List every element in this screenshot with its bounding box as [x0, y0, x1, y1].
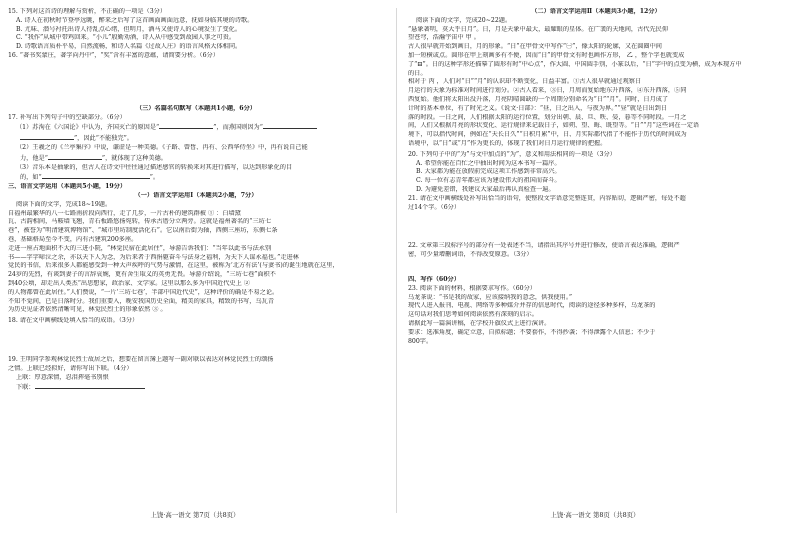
q17-line-4: [8, 153, 384, 164]
q17-line-6: [8, 172, 384, 183]
couplet-upper: 上联：厚意深情，忍泪挥毫书别恨: [16, 373, 109, 381]
q17-blank-4[interactable]: [48, 153, 102, 160]
q17-stem: 17. 补写出下列句子中的空缺部分。（6分）: [8, 113, 126, 121]
reading-instruction-1: 阅读下面的文字，完成18~19题。: [16, 200, 112, 208]
q15-stem: 15. 下列对这首诗的理解与赏析，不正确的一项是（3分）: [8, 8, 167, 15]
q17-text: ”。: [149, 174, 160, 182]
q15-option-b: B. 尤味、潜号衬托出诗人待乱点心绪，但明月，酒马又使诗人的心境发生了变化。: [16, 25, 242, 33]
q17-blank-2[interactable]: [263, 122, 317, 129]
q17-blank-3[interactable]: [20, 133, 74, 140]
passage-1-line-2: 瓦、古韵相间，马鞍墙飞翘，青石板路悠扬宛转，传承古厝分立两旁。这就是福州著名的“三坊七: [8, 218, 272, 226]
passage-r3-line-6: 间，人们又根据月亮的形状变化、运行规律来记载日子，如朔、望、晦、既望等。“日”“月”这些词在一定语: [408, 122, 700, 130]
passage-r3-line-4: 计时的基本单位，有了时光之义。《说文·日部》：“昼，日之出入，与夜为界。”“昼”就是日出到日: [408, 104, 668, 112]
page-footer-left: 上饶·高一语文 第7页（共8页）: [150, 511, 240, 519]
passage-2-line-5: 到40公顷，却走出人类杰“出思想家，政治家、文学家。这里以那么多为中国近代史上 ②: [8, 279, 250, 287]
passage-r2-line-3: 了“⊟”。日的这种字形还描摹了圆形有时“中心点”，作大圆、中国圆手别，小篆以后，“日”字中的点变为横，成为本现方中: [408, 60, 742, 68]
material-line-2: 现代人进入报刊、电视、网络等多种媒介并存的信息时代，阅读的途径多种多样，乌龙茶的: [408, 302, 656, 310]
q23-stem: 23. 阅读下面的材料，根据要求写作。（60分）: [408, 284, 536, 292]
material-line-1: 乌龙茶说：“书是我的故家，应该接纳我的意念，供我使用。”: [408, 293, 573, 301]
passage-r3-line-7: 境下，可以指代时间，例如在“天长日久”“日积月累”中，日、月实际都代指了不能作于历代的时间成为: [408, 131, 687, 139]
passage-r3-line-8: 语境中，以“日”或“月”作为更长的，体现了我们对日月运行规律的把握。: [408, 139, 607, 147]
q20-option-d: D. 为避免差错，我建议大家最后再认真检查一遍。: [416, 185, 555, 193]
page-footer-right: 上饶·高一语文 第8页（共8页）: [550, 511, 640, 519]
passage-2-line-3: 觉民的书信，后来很多人都能感受到一种大声疾呼的气势与激情，在这里，被称为‘北方有法’(与妻书)的诞生地就在这里，: [8, 262, 339, 270]
q15-option-a: A. 诗人在初秋时节登亭远眺，醉来之后写了这首画面画面远意，抚如身临其境的诗歌。: [16, 16, 254, 24]
subsection-heading-2: （二）语言文字运用Ⅱ（本题共3小题，12分）: [531, 8, 661, 15]
couplet-lower-blank[interactable]: [35, 382, 145, 389]
passage-r2-line-2: 加一短横或点。圆形在甲上刻画多有不便，因而“日”的甲骨文有时也画作方形， 乙 ，整个字也就变成: [408, 51, 685, 59]
passage-r3-line-2: 月运行的天象为标准对时间进行划分。②古人看来，③日，月周而复始地东升西落，④东升西落，⑤同: [408, 87, 687, 95]
q22-stem-line-2: 密，可少量增删词语，不得改变原意。（3分）: [408, 251, 533, 259]
couplet-lower: [8, 382, 384, 393]
q17-line-2: [8, 133, 384, 144]
q21-stem-line-1: 21. 请在文中画横线处补写出恰当的语句，使整段文字语意完整连贯，内容贴切，逻辑严密，每处不超: [408, 194, 686, 202]
subsection-heading-1: （一）语言文字运用Ⅰ（本题共2小题，7分）: [134, 191, 258, 199]
q20-stem: 20. 下列句子中的“为”与文中加点的“为”，意义和用法相同的一项是（3分）: [408, 150, 616, 158]
couplet-lower-label: 下联：: [16, 384, 35, 392]
page-divider: [396, 8, 397, 513]
passage-1-line-3: 巷”，被誉为“明清建筑博物馆”、“城市里坊制度活化石”。它以南后街为轴，西侧三座坊，东侧七条: [8, 227, 278, 235]
q17-line-5: （3）音乐本是抽象的，但古人在诗文中往往通过描述感官的转换来对其进行描写，以达到形象化的目: [16, 163, 293, 171]
task-line-3: 800字。: [408, 337, 433, 345]
passage-r3-line-5: 落的时段。一日之间，人们根据太阳的运行位置，划分出朝、晨、旦、昳、晏，暮等不同时段。一月之: [408, 113, 687, 121]
passage-2-line-4: 24岁的先烈，有谈到妻子的言辞哀婉，更有舍生取义的英勇无畏。导游介绍说，“三坊七巷”面积不: [8, 271, 276, 279]
reading-instruction-2: 阅读下面的文字，完成20~22题。: [416, 16, 512, 24]
q17-line-1: [8, 122, 384, 133]
right-page: [400, 0, 790, 533]
passage-r2-line-1: 古人很早就开始到画日，月的形象。“日”在甲骨文中写作“㊀”，像太阳的轮廓，又在圆圈中间: [408, 43, 662, 51]
section-heading-dictation: （三）名篇名句默写（本题共1小题，6分）: [136, 104, 256, 112]
q19-stem-line-2: 之情。上联已经拟好，请你写出下联。（4分）: [8, 364, 133, 372]
passage-3-line-2: 为历史见证者依然清晰可见，林觉民烈士的形象依然 ③ 。: [8, 306, 167, 314]
q17-text: ”，就体现了这种美德。: [101, 154, 167, 162]
passage-2-line-6: 的人物都曾在此居住。”人们赞说，“一片‘三坊七巷’，半部中国近代史”，这种评价的确是不易之论。: [8, 288, 279, 296]
q17-text: 的，如“: [20, 174, 42, 182]
q22-stem-line-1: 22. 文章第三段标序号的部分有一处表述不当，请指出其序号并进行修改，使语言表达准确，逻辑严: [408, 242, 680, 250]
q18-answer-space[interactable]: [8, 326, 384, 356]
q17-blank-5[interactable]: [42, 172, 96, 179]
passage-1-line-1: 自福州最繁华的八一七路南折段向西行，走了几步，一片古朴的建筑群被 ① ：白墙黛: [8, 209, 241, 217]
section-heading-language: 三、语言文字运用（本题共5小题，19分）: [8, 183, 127, 191]
q17-blank-6[interactable]: [96, 172, 150, 179]
passage-2-line-2: 书——字字啼泣之余，亦以天下人为念，为后来者于西捐躯奋斗与法身之福利，为天下人谋永福也。”走进林: [8, 253, 299, 261]
passage-r2-line-4: 的日。: [408, 69, 427, 77]
q20-option-b: B. 大家都为能在放假前完成这项工作感到非常高兴。: [416, 168, 561, 176]
q17-text: ”，而燕国则因为“: [213, 124, 263, 132]
q22-answer-space[interactable]: [408, 260, 784, 276]
passage-r1-line-2: 望苍穹，浩瀚宇宙中 甲 。: [408, 34, 480, 42]
q17-blank-1[interactable]: [159, 122, 213, 129]
passage-r3-line-1: 相对于 丙 ，人们对“日”“月”的认识却不断变化，日益丰富。①古人很早就通过观察日: [408, 78, 642, 86]
q16-stem: 16. “著书奖蒙庄，著字向丹中”，“奖”含有丰富的意蕴，请简要分析。（6分）: [8, 51, 219, 59]
q15-option-c: C. “我作”从城中带鸡回来。“小儿”殷勤劝酒，诗人从中感受到故园人事之可贵。: [16, 34, 236, 42]
passage-2-line-1: 走进一座占地面积不大的三进小院，“林觉民宿在此居住”，导游告诉我们：“当年以此书与法永别: [8, 244, 272, 252]
q17-line-3: （2）王羲之的《兰亭集序》中说，谦虚是一种美德。《子路、曾皙、冉有、公西华侍坐》中，冉有说自己能: [16, 143, 308, 151]
q15-option-d: D. 诗歌语言质朴平易，自然流畅，和诗人名篇《过故人庄》的语言风格大体相同。: [16, 43, 242, 51]
q19-stem-line-1: 19. 王明同学参观林觉民烈士故居之后，想要在留言簿上题写一副对联以表达对林觉民烈士的颂扬: [8, 355, 274, 363]
q20-option-a: A. 希望你能在百忙之中抽出时间为这本书写一篇序。: [416, 159, 561, 167]
q21-answer-space[interactable]: [408, 212, 784, 242]
passage-3-line-1: 不知不觉间，已是日落时分。我们重要入，晚安我国历史全面，精美的家具，精致的书写，乌瓦青: [8, 297, 275, 305]
passage-1-line-4: 巷，基础格局至今不变，内有古建筑200多座。: [8, 235, 138, 243]
q21-stem-line-2: 过14个字。（6分）: [408, 203, 461, 211]
passage-r3-line-3: 西复始。他们将太阳出没升落，月亮阴晴圆缺的一个周期分别命名为“日”“月”。同时，日月成了: [408, 95, 669, 103]
passage-r1-line-1: “悬象著明，莫大乎日月”。日，月是天象中最大，最耀眼的星体。在广袤的天地间，古代先民仰: [408, 25, 669, 33]
q18-stem: 18. 请在文中画横线处填入恰当的成语。（3分）: [8, 317, 139, 325]
q17-text: （1）苏洵在《六国论》中认为，齐国灭亡的原因是“: [16, 124, 160, 132]
q20-option-c: C. 每一位有志青年都应该为建设伟大的祖国而奋斗。: [416, 177, 561, 185]
q17-text: ”，因此“不能独完”。: [74, 135, 133, 143]
q16-answer-space[interactable]: [8, 61, 384, 105]
left-page: [0, 0, 390, 533]
q17-text: 力，他是“: [20, 154, 48, 162]
section-heading-writing: 四、写作（60分）: [408, 275, 460, 283]
material-line-3: 这句话对我们思考如何阅读依然有深刻的启示。: [408, 311, 538, 319]
task-line-1: 请据此写一篇演讲稿，在学校升旗仪式上进行演讲。: [408, 319, 551, 327]
task-line-2: 要求：选准角度，确定立意，自拟标题；不要套作，不得抄袭；不得泄露个人信息；不少于: [408, 328, 656, 336]
